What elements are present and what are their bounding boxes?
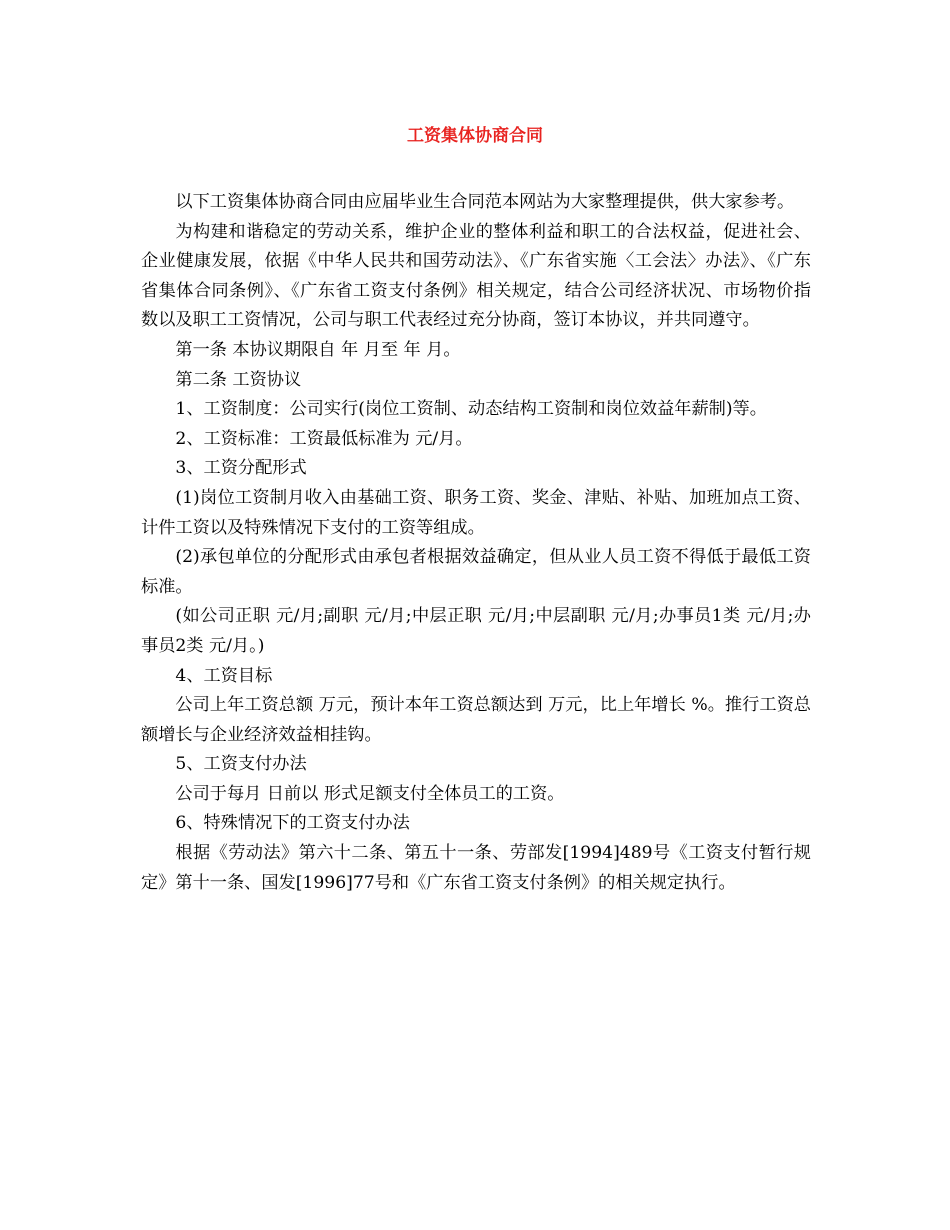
paragraph-distribution-1: (1)岗位工资制月收入由基础工资、职务工资、奖金、津贴、补贴、加班加点工资、计件工资以及特殊情况下支付的工资等组成。 — [141, 487, 811, 538]
paragraph-article-1: 第一条 本协议期限自 年 月至 年 月。 — [175, 339, 461, 360]
paragraph-wage-target-heading: 4、工资目标 — [175, 665, 273, 686]
document-body — [141, 188, 811, 898]
paragraph-wage-target: 公司上年工资总额 万元，预计本年工资总额达到 万元，比上年增长 %。推行工资总额增长与企业经济效益相挂钩。 — [141, 695, 811, 745]
paragraph-distribution-heading: 3、工资分配形式 — [175, 458, 307, 479]
paragraph-preamble: 为构建和谐稳定的劳动关系，维护企业的整体利益和职工的合法权益，促进社会、企业健康发展，依据《中华人民共和国劳动法》、《广东省实施〈工会法〉办法》、《广东省集体合同条例》、《广东省工资支付条例》相关规定，结合公司经济状况、市场物价指数以及职工工资情况，公司与职工代表经过充分协商，签订本协议，并共同遵守。 — [141, 221, 811, 331]
paragraph-position-rates: (如公司正职 元/月;副职 元/月;中层正职 元/月;中层副职 元/月;办事员1类 元/月;办事员2类 元/月。) — [141, 606, 811, 656]
paragraph-payment: 公司于每月 日前以 形式足额支付全体员工的工资。 — [175, 783, 565, 804]
paragraph-wage-standard: 2、工资标准：工资最低标准为 元/月。 — [175, 428, 473, 449]
paragraph-distribution-2: (2)承包单位的分配形式由承包者根据效益确定，但从业人员工资不得低于最低工资标准。 — [141, 547, 811, 597]
paragraph-payment-heading: 5、工资支付办法 — [175, 754, 307, 775]
paragraph-wage-system: 1、工资制度：公司实行(岗位工资制、动态结构工资制和岗位效益年薪制)等。 — [175, 399, 767, 420]
paragraph-special: 根据《劳动法》第六十二条、第五十一条、劳部发[1994]489号《工资支付暂行规定》第十一条、国发[1996]77号和《广东省工资支付条例》的相关规定执行。 — [141, 843, 811, 893]
paragraph-special-heading: 6、特殊情况下的工资支付办法 — [175, 813, 410, 834]
paragraph-intro: 以下工资集体协商合同由应届毕业生合同范本网站为大家整理提供，供大家参考。 — [175, 192, 795, 212]
document-title: 工资集体协商合同 — [407, 126, 543, 146]
paragraph-article-2-heading: 第二条 工资协议 — [175, 369, 302, 390]
